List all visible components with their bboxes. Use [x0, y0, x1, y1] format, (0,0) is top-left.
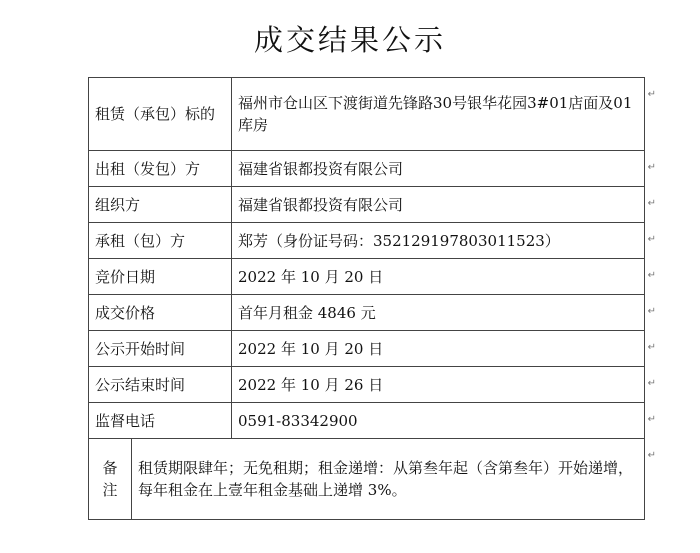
table-row: [89, 295, 645, 331]
note-label-line: 备: [102, 459, 118, 477]
note-label-line: 注: [102, 481, 118, 499]
row-value-text: 福州市仓山区下渡街道先锋路30号银华花园3#01店面及01库房: [238, 94, 633, 134]
row-value-notice-start: [232, 331, 656, 367]
row-value-text: 郑芳（身份证号码：352129197803011523）: [238, 231, 560, 250]
note-text: [132, 439, 656, 519]
row-value-text: 2022 年 10 月 20 日: [238, 339, 384, 358]
row-label: 监督电话: [89, 403, 232, 439]
row-value-notice-end: [232, 367, 656, 403]
paragraph-mark-icon: ↵: [647, 162, 656, 173]
note-table: [89, 439, 656, 519]
row-value-text: 福建省银都投资有限公司: [238, 195, 404, 214]
row-label: 承租（包）方: [89, 223, 232, 259]
row-value-bid-date: [232, 259, 656, 295]
table-row: [89, 331, 645, 367]
paragraph-mark-icon: ↵: [647, 450, 656, 461]
row-label: 租赁（承包）标的: [89, 78, 232, 151]
row-value-subject: [232, 78, 656, 151]
row-label: 出租（发包）方: [89, 151, 232, 187]
row-value-text: 福建省银都投资有限公司: [238, 159, 404, 178]
row-label: 竞价日期: [89, 259, 232, 295]
table-row: [89, 223, 645, 259]
row-value-phone: [232, 403, 656, 439]
table-row-note: [89, 439, 645, 520]
row-value-price: [232, 295, 656, 331]
row-label: 公示结束时间: [89, 367, 232, 403]
row-value-text: 2022 年 10 月 20 日: [238, 267, 384, 286]
table-row: [89, 367, 645, 403]
note-label: [89, 439, 132, 519]
note-text-content: 租赁期限肆年；无免租期；租金递增：从第叁年起（含第叁年）开始递增，每年租金在上壹年租金基础上递增 3%。: [138, 459, 634, 499]
paragraph-mark-icon: ↵: [647, 342, 656, 353]
table-row: [89, 403, 645, 439]
row-value-text: 首年月租金 4846 元: [238, 303, 376, 322]
result-table: [88, 77, 656, 520]
row-value-text: 2022 年 10 月 26 日: [238, 375, 384, 394]
paragraph-mark-icon: ↵: [647, 270, 656, 281]
row-value-lessor: [232, 151, 656, 187]
table-row: [89, 78, 645, 151]
row-label: 公示开始时间: [89, 331, 232, 367]
row-label: 成交价格: [89, 295, 232, 331]
table-row: [89, 187, 645, 223]
row-value-lessee: [232, 223, 656, 259]
paragraph-mark-icon: ↵: [647, 198, 656, 209]
table-row: [89, 151, 645, 187]
paragraph-mark-icon: ↵: [647, 306, 656, 317]
row-value-organizer: [232, 187, 656, 223]
paragraph-mark-icon: ↵: [647, 378, 656, 389]
page-title: 成交结果公示: [253, 23, 446, 57]
row-value-text: 0591-83342900: [238, 411, 358, 430]
note-cell: [89, 439, 656, 520]
paragraph-mark-icon: ↵: [647, 414, 656, 425]
table-row: [89, 259, 645, 295]
row-label: 组织方: [89, 187, 232, 223]
paragraph-mark-icon: ↵: [647, 234, 656, 245]
paragraph-mark-icon: ↵: [647, 89, 656, 100]
